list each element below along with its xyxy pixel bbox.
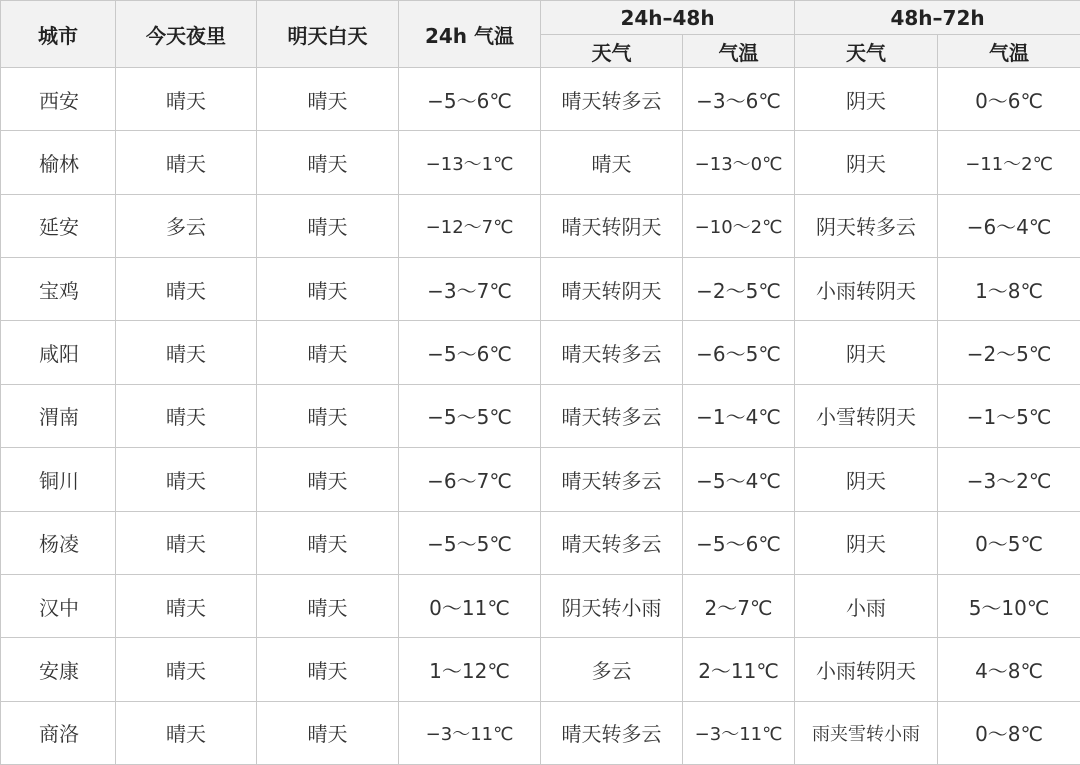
cell-temp-72: −3～2℃ xyxy=(938,448,1080,511)
cell-temp-72: 1～8℃ xyxy=(938,258,1080,321)
cell-temp-48: −1～4℃ xyxy=(683,384,795,447)
table-row xyxy=(1,258,1080,321)
cell-temp-24h: −13～1℃ xyxy=(399,131,541,194)
cell-city: 商洛 xyxy=(1,701,116,764)
header-temp-48: 气温 xyxy=(683,35,795,68)
cell-tomorrow-day: 晴天 xyxy=(257,321,399,384)
cell-tomorrow-day: 晴天 xyxy=(257,131,399,194)
cell-city: 榆林 xyxy=(1,131,116,194)
cell-temp-48: −3～6℃ xyxy=(683,68,795,131)
cell-weather-72: 阴天 xyxy=(795,511,938,574)
cell-city: 汉中 xyxy=(1,574,116,637)
cell-city: 西安 xyxy=(1,68,116,131)
cell-weather-72: 小雨转阴天 xyxy=(795,258,938,321)
cell-temp-72: −1～5℃ xyxy=(938,384,1080,447)
cell-tonight: 多云 xyxy=(116,194,257,257)
header-period-24-48: 24h–48h xyxy=(541,1,795,35)
cell-weather-48: 晴天转多云 xyxy=(541,384,683,447)
header-city: 城市 xyxy=(1,1,116,68)
cell-temp-72: −11～2℃ xyxy=(938,131,1080,194)
cell-tonight: 晴天 xyxy=(116,511,257,574)
cell-temp-48: −6～5℃ xyxy=(683,321,795,384)
cell-temp-48: 2～7℃ xyxy=(683,574,795,637)
header-tomorrow-day: 明天白天 xyxy=(257,1,399,68)
cell-temp-72: 0～8℃ xyxy=(938,701,1080,764)
table-row xyxy=(1,638,1080,701)
cell-weather-72: 阴天 xyxy=(795,321,938,384)
cell-temp-24h: −5～5℃ xyxy=(399,384,541,447)
cell-tonight: 晴天 xyxy=(116,321,257,384)
cell-weather-72: 阴天 xyxy=(795,448,938,511)
table-row xyxy=(1,321,1080,384)
table-row xyxy=(1,511,1080,574)
cell-city: 渭南 xyxy=(1,384,116,447)
cell-weather-72: 雨夹雪转小雨 xyxy=(795,701,938,764)
cell-tomorrow-day: 晴天 xyxy=(257,258,399,321)
cell-tonight: 晴天 xyxy=(116,258,257,321)
cell-tomorrow-day: 晴天 xyxy=(257,384,399,447)
cell-tomorrow-day: 晴天 xyxy=(257,448,399,511)
cell-temp-24h: −3～11℃ xyxy=(399,701,541,764)
cell-temp-24h: −6～7℃ xyxy=(399,448,541,511)
cell-temp-24h: 0～11℃ xyxy=(399,574,541,637)
table-row xyxy=(1,194,1080,257)
header-period-48-72: 48h–72h xyxy=(795,1,1080,35)
table-body xyxy=(1,68,1080,765)
cell-tonight: 晴天 xyxy=(116,131,257,194)
cell-temp-24h: −5～6℃ xyxy=(399,68,541,131)
cell-temp-48: −5～4℃ xyxy=(683,448,795,511)
cell-tonight: 晴天 xyxy=(116,448,257,511)
cell-temp-48: −10～2℃ xyxy=(683,194,795,257)
header-weather-72: 天气 xyxy=(795,35,938,68)
cell-temp-24h: −5～6℃ xyxy=(399,321,541,384)
cell-weather-48: 晴天转多云 xyxy=(541,511,683,574)
cell-temp-48: −2～5℃ xyxy=(683,258,795,321)
cell-tomorrow-day: 晴天 xyxy=(257,511,399,574)
table-row xyxy=(1,574,1080,637)
cell-tonight: 晴天 xyxy=(116,574,257,637)
cell-temp-24h: −5～5℃ xyxy=(399,511,541,574)
cell-weather-48: 阴天转小雨 xyxy=(541,574,683,637)
cell-city: 铜川 xyxy=(1,448,116,511)
table-row xyxy=(1,131,1080,194)
cell-weather-48: 晴天转多云 xyxy=(541,701,683,764)
cell-weather-72: 阴天 xyxy=(795,68,938,131)
cell-tonight: 晴天 xyxy=(116,68,257,131)
cell-tonight: 晴天 xyxy=(116,384,257,447)
cell-tomorrow-day: 晴天 xyxy=(257,68,399,131)
cell-temp-24h: 1～12℃ xyxy=(399,638,541,701)
cell-weather-72: 阴天 xyxy=(795,131,938,194)
cell-temp-72: 0～5℃ xyxy=(938,511,1080,574)
cell-tomorrow-day: 晴天 xyxy=(257,574,399,637)
cell-city: 安康 xyxy=(1,638,116,701)
cell-weather-48: 晴天转阴天 xyxy=(541,194,683,257)
cell-weather-48: 晴天 xyxy=(541,131,683,194)
cell-weather-48: 晴天转多云 xyxy=(541,448,683,511)
header-weather-48: 天气 xyxy=(541,35,683,68)
cell-temp-48: −13～0℃ xyxy=(683,131,795,194)
table-row xyxy=(1,448,1080,511)
cell-weather-48: 晴天转多云 xyxy=(541,68,683,131)
cell-weather-72: 阴天转多云 xyxy=(795,194,938,257)
table-row xyxy=(1,68,1080,131)
cell-weather-48: 多云 xyxy=(541,638,683,701)
cell-weather-48: 晴天转阴天 xyxy=(541,258,683,321)
header-temp-72: 气温 xyxy=(938,35,1080,68)
cell-temp-24h: −12～7℃ xyxy=(399,194,541,257)
header-temp-24h: 24h 气温 xyxy=(399,1,541,68)
cell-temp-48: −5～6℃ xyxy=(683,511,795,574)
cell-tonight: 晴天 xyxy=(116,638,257,701)
cell-city: 宝鸡 xyxy=(1,258,116,321)
cell-city: 咸阳 xyxy=(1,321,116,384)
cell-temp-48: 2～11℃ xyxy=(683,638,795,701)
cell-weather-72: 小雨 xyxy=(795,574,938,637)
cell-temp-72: −6～4℃ xyxy=(938,194,1080,257)
cell-temp-48: −3～11℃ xyxy=(683,701,795,764)
cell-temp-24h: −3～7℃ xyxy=(399,258,541,321)
cell-temp-72: −2～5℃ xyxy=(938,321,1080,384)
cell-city: 延安 xyxy=(1,194,116,257)
cell-tomorrow-day: 晴天 xyxy=(257,701,399,764)
cell-temp-72: 4～8℃ xyxy=(938,638,1080,701)
table-row xyxy=(1,384,1080,447)
cell-weather-72: 小雨转阴天 xyxy=(795,638,938,701)
cell-tonight: 晴天 xyxy=(116,701,257,764)
cell-tomorrow-day: 晴天 xyxy=(257,194,399,257)
header-tonight: 今天夜里 xyxy=(116,1,257,68)
cell-weather-48: 晴天转多云 xyxy=(541,321,683,384)
cell-temp-72: 0～6℃ xyxy=(938,68,1080,131)
cell-weather-72: 小雪转阴天 xyxy=(795,384,938,447)
cell-tomorrow-day: 晴天 xyxy=(257,638,399,701)
cell-temp-72: 5～10℃ xyxy=(938,574,1080,637)
cell-city: 杨凌 xyxy=(1,511,116,574)
table-row xyxy=(1,701,1080,764)
